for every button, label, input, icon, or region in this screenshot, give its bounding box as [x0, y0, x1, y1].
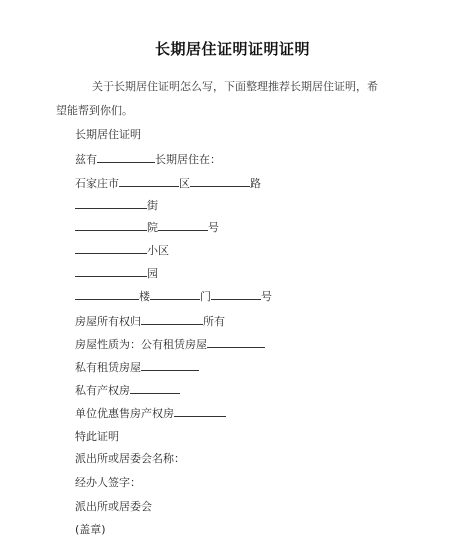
- unit-preferential-blank: [174, 405, 226, 417]
- city-name: 石家庄市: [75, 177, 119, 190]
- unit-preferential-label: 单位优惠售房产权房: [75, 407, 174, 420]
- property-nature-line: [75, 336, 265, 352]
- police-committee-label: 派出所或居委会: [75, 500, 152, 513]
- street-label: 街: [147, 199, 158, 212]
- yard-number-blank: [158, 219, 208, 231]
- building-label: 楼: [139, 290, 150, 303]
- resident-prefix: 兹有: [75, 153, 97, 166]
- garden-line: [75, 265, 158, 281]
- resident-suffix: 长期居住在：: [155, 153, 221, 166]
- unit-preferential-line: [75, 405, 226, 421]
- community-line: [75, 242, 169, 258]
- private-rental-line: [75, 359, 199, 375]
- yard-line: [75, 219, 219, 235]
- road-blank: [190, 175, 250, 187]
- community-label: 小区: [147, 244, 169, 257]
- police-committee-name-label: 派出所或居委会名称：: [75, 452, 185, 465]
- road-label: 路: [250, 177, 261, 190]
- resident-name-blank: [97, 151, 155, 163]
- intro-paragraph: 关于长期居住证明怎么写，下面整理推荐长期居住证明，希望能帮到你们。: [56, 80, 378, 117]
- document-title: 长期居住证明证明证明: [154, 40, 310, 58]
- building-number-blank: [211, 288, 261, 300]
- owner-prefix: 房屋所有权归: [75, 315, 141, 328]
- yard-number-label: 号: [208, 221, 219, 234]
- special-certify-text: 特此证明: [75, 430, 119, 443]
- private-rental-label: 私有租赁房屋: [75, 361, 141, 374]
- garden-blank: [75, 265, 147, 277]
- street-blank: [75, 197, 147, 209]
- door-blank: [150, 288, 200, 300]
- building-blank: [75, 288, 139, 300]
- district-blank: [119, 175, 179, 187]
- door-label: 门: [200, 290, 211, 303]
- garden-label: 园: [147, 267, 158, 280]
- private-property-line: [75, 382, 180, 398]
- resident-line: [75, 151, 221, 167]
- private-property-blank: [130, 382, 180, 394]
- building-number-label: 号: [261, 290, 272, 303]
- district-label: 区: [179, 177, 190, 190]
- city-line: [75, 175, 261, 191]
- yard-label: 院: [147, 221, 158, 234]
- certificate-heading: 长期居住证明: [75, 128, 141, 141]
- handler-signature-label: 经办人签字：: [75, 476, 141, 489]
- owner-suffix: 所有: [203, 315, 225, 328]
- yard-blank: [75, 219, 147, 231]
- owner-blank: [141, 313, 203, 325]
- owner-line: [75, 313, 225, 329]
- property-nature-label: 房屋性质为：公有租赁房屋: [75, 338, 207, 351]
- private-property-label: 私有产权房: [75, 384, 130, 397]
- property-nature-blank: [207, 336, 265, 348]
- seal-label: (盖章): [75, 523, 106, 536]
- community-blank: [75, 242, 147, 254]
- building-line: [75, 288, 272, 304]
- street-line: [75, 197, 158, 213]
- private-rental-blank: [141, 359, 199, 371]
